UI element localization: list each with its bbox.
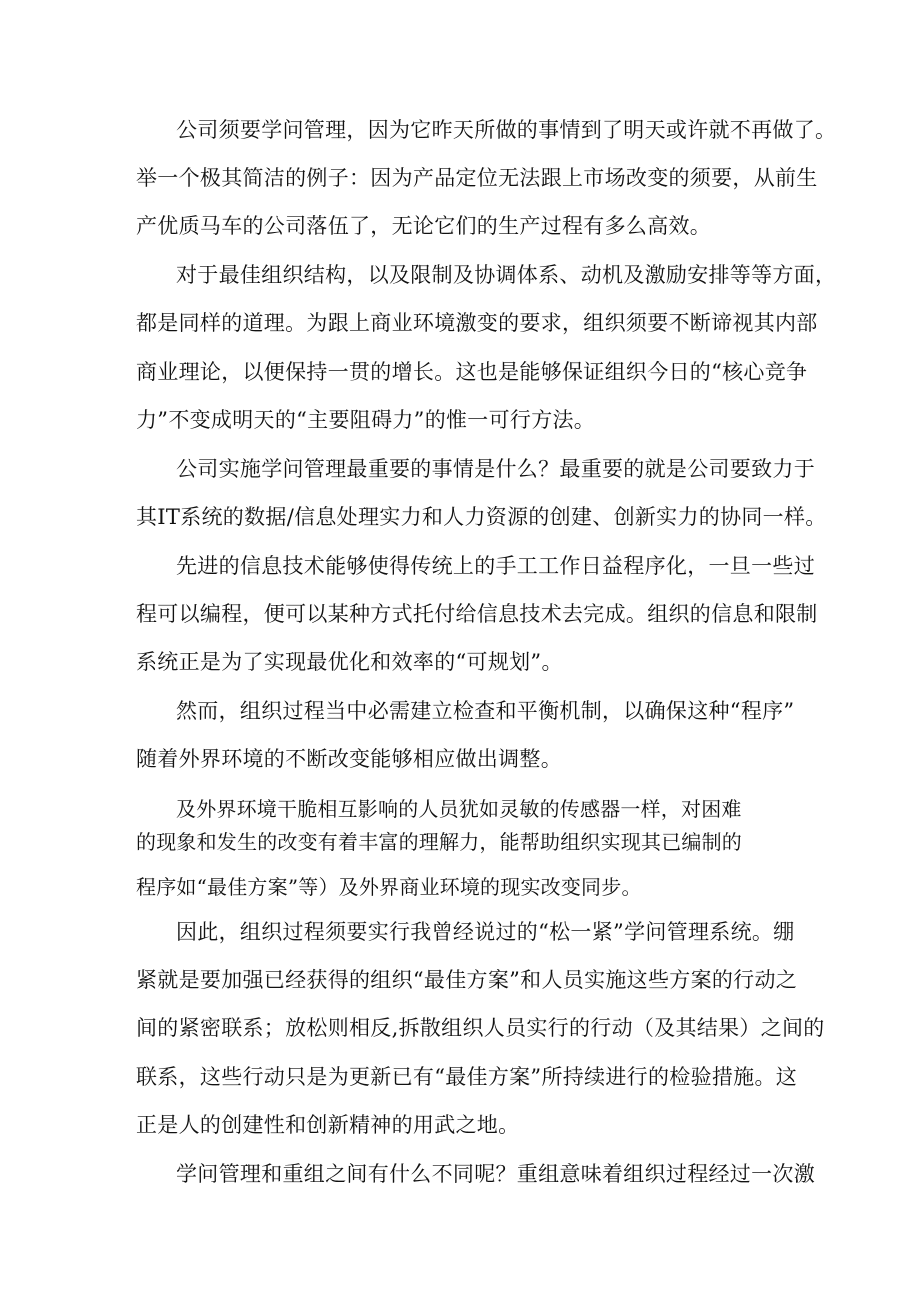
text-line: 商业理论，以便保持一贯的增长。这也是能够保证组织今日的“核心竞争 — [136, 360, 808, 384]
text-line: 举一个极其简洁的例子：因为产品定位无法跟上市场改变的须要，从前生 — [136, 166, 818, 190]
text-line: 产优质马车的公司落伍了，无论它们的生产过程有多么高效。 — [136, 214, 712, 238]
text-line: 的现象和发生的改变有着丰富的理解力，能帮助组织实现其已编制的 — [136, 830, 742, 854]
text-line: 紧就是要加强已经获得的组织“最佳方案”和人员实施这些方案的行动之 — [136, 968, 798, 992]
text-line: 学问管理和重组之间有什么不同呢？重组意味着组织过程经过一次激 — [176, 1162, 815, 1186]
text-line: 对于最佳组织结构，以及限制及协调体系、动机及激励安排等等方面， — [176, 263, 837, 287]
text-line: 其IT系统的数据/信息处理实力和人力资源的创建、创新实力的协同一样。 — [136, 505, 827, 529]
text-line: 联系，这些行动只是为更新已有“最佳方案”所持续进行的检验措施。这 — [136, 1065, 798, 1089]
text-line: 先进的信息技术能够使得传统上的手工工作日益程序化，一旦一些过 — [176, 554, 815, 578]
text-line: 因此，组织过程须要实行我曾经说过的“松一紧”学问管理系统。绷 — [176, 920, 795, 944]
text-line: 间的紧密联系；放松则相反,拆散组织人员实行的行动（及其结果）之间的 — [136, 1016, 825, 1040]
text-line: 正是人的创建性和创新精神的用武之地。 — [136, 1113, 520, 1137]
text-line: 都是同样的道理。为跟上商业环境激变的要求，组织须要不断谛视其内部 — [136, 311, 818, 335]
text-line: 随着外界环境的不断改变能够相应做出调整。 — [136, 747, 562, 771]
text-line: 程序如“最佳方案”等）及外界商业环境的现实改变同步。 — [136, 875, 642, 899]
text-line: 力”不变成明天的“主要阻碍力”的惟一可行方法。 — [136, 408, 596, 432]
text-line: 然而，组织过程当中必需建立检查和平衡机制，以确保这种“程序” — [176, 699, 795, 723]
text-line: 程可以编程，便可以某种方式托付给信息技术去完成。组织的信息和限制 — [136, 602, 818, 626]
text-line: 公司须要学问管理，因为它昨天所做的事情到了明天或许就不再做了。 — [176, 118, 837, 142]
text-line: 系统正是为了实现最优化和效率的“可规划”。 — [136, 650, 563, 674]
text-line: 及外界环境干脆相互影响的人员犹如灵敏的传感器一样，对困难 — [176, 797, 742, 821]
text-line: 公司实施学问管理最重要的事情是什么？最重要的就是公司要致力于 — [176, 457, 815, 481]
